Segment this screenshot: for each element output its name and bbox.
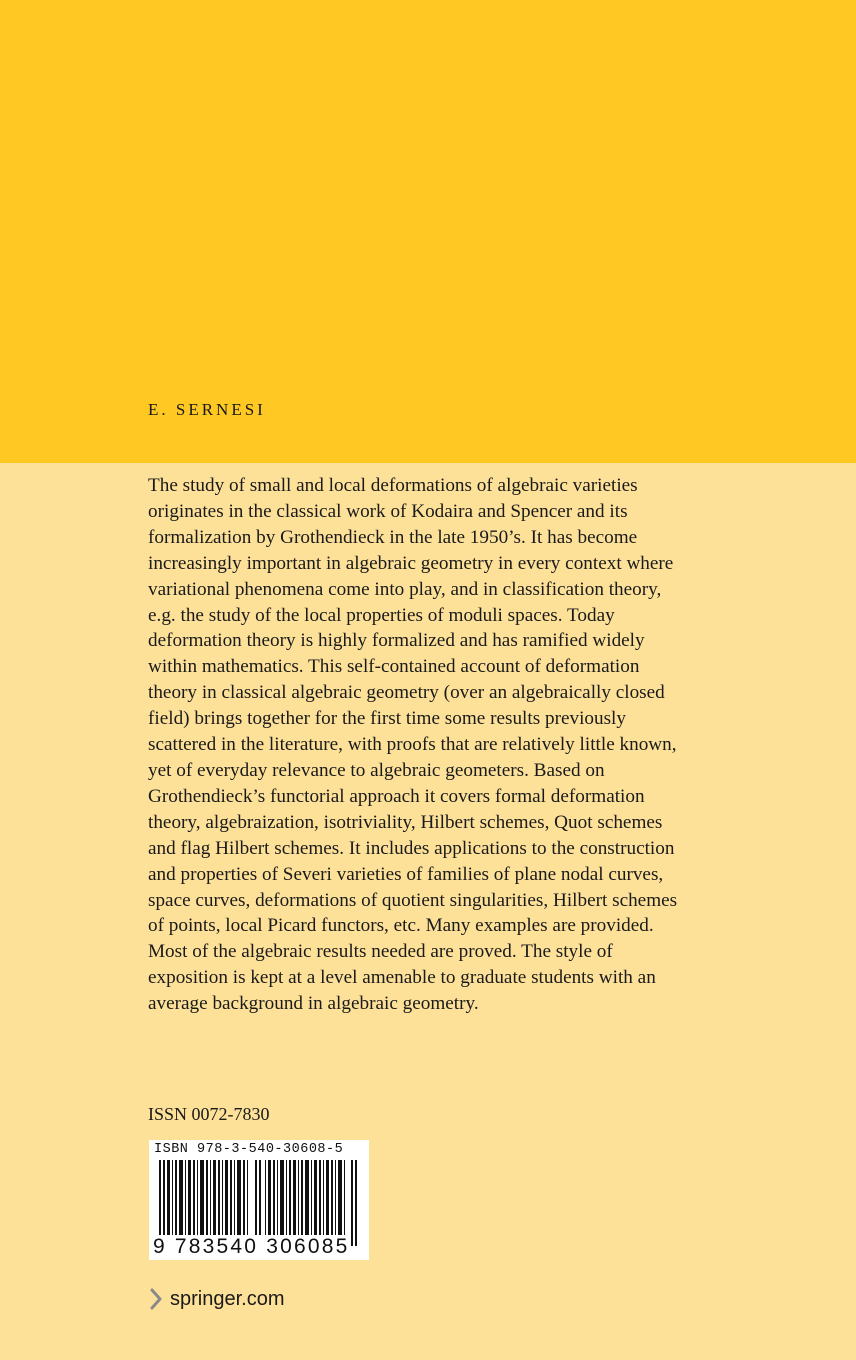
book-description: The study of small and local deformations of algebraic varieties originates in the classical work of Kodaira and Spencer and its formalization by Grothendieck in the late 1950’s. It has become increasingly important in algebraic geometry in every context where variational phenomena come into play, and in classification theory, e.g. the study of the local properties of moduli spaces. Today deformation theory is highly formalized and has ramified widely within mathematics. This self-contained account of deformation theory in classical algebraic geometry (over an algebraically closed field) brings together for the first time some results previously scattered in the literature, with proofs that are relatively little known, yet of everyday relevance to algebraic geometers. Based on Grothendieck’s functorial approach it covers formal deformation theory, algebraization, isotriviality, Hilbert schemes, Quot schemes and flag Hilbert schemes. It includes applications to the construction and properties of Severi varieties of families of plane nodal curves, space curves, deformations of quotient singularities, Hilbert schemes of points, local Picard functors, etc. Many examples are provided. Most of the algebraic results needed are proved. The style of exposition is kept at a level amenable to graduate students with an average background in algebraic geometry. [148,475,678,1015]
barcode-bars-graphic [159,1160,359,1246]
barcode-digits: 9 783540 306085 [153,1235,350,1258]
publisher-url: springer.com [170,1287,285,1310]
author-name: E. SERNESI [148,400,266,419]
isbn-barcode [149,1140,369,1260]
isbn-text: ISBN 978-3-540-30608-5 [154,1142,344,1157]
top-color-band [0,0,856,463]
publisher-link[interactable] [148,1287,285,1311]
issn-number: ISSN 0072-7830 [148,1104,270,1124]
chevron-right-icon [148,1287,164,1311]
